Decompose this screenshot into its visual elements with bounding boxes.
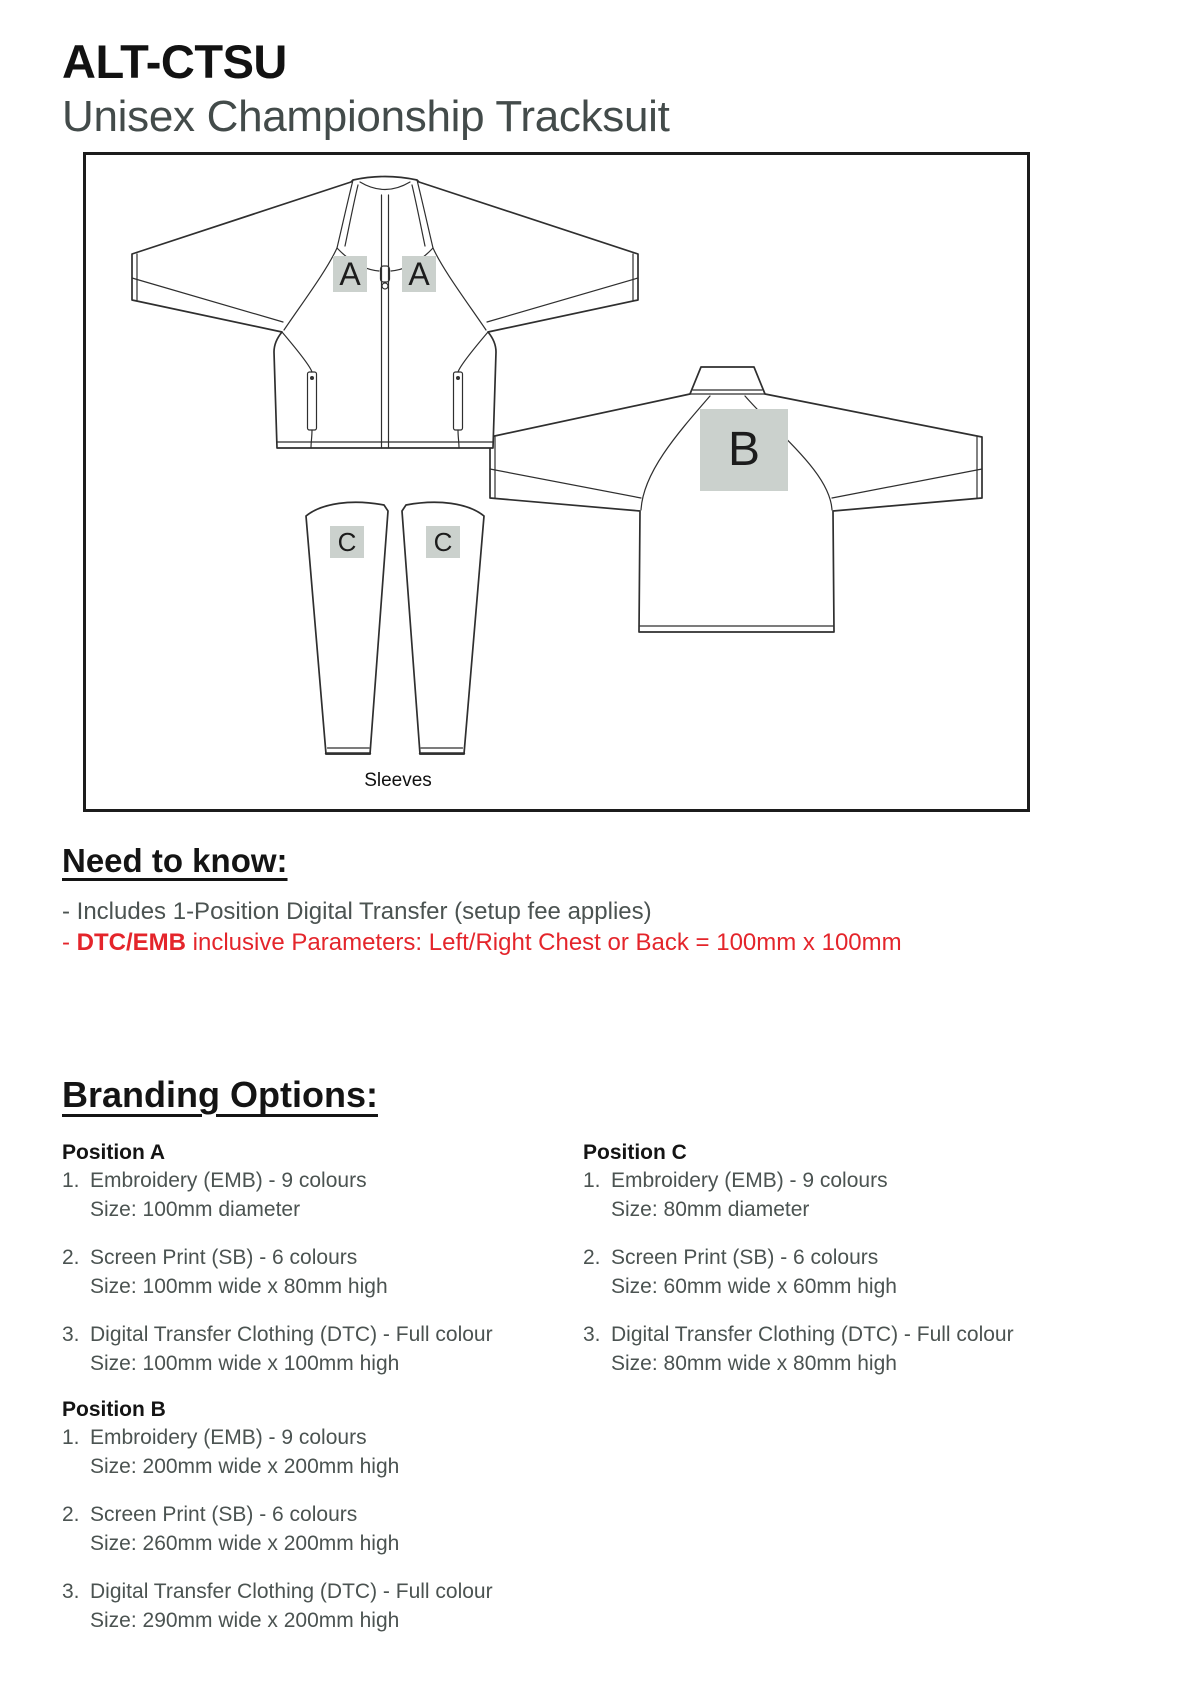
position-a-section bbox=[62, 1140, 562, 1378]
branding-item bbox=[62, 1423, 562, 1481]
item-size: Size: 60mm wide x 60mm high bbox=[611, 1275, 897, 1298]
branding-item bbox=[583, 1243, 1083, 1301]
position-b-marker: B bbox=[700, 409, 788, 491]
item-number: 1. bbox=[583, 1169, 601, 1192]
page-title: ALT-CTSU bbox=[62, 35, 287, 88]
dtc-emb-label: DTC/EMB bbox=[76, 929, 186, 956]
branding-item bbox=[62, 1577, 562, 1635]
need-to-know-bullet: - Includes 1-Position Digital Transfer (setup fee applies) bbox=[62, 898, 652, 925]
item-size: Size: 100mm diameter bbox=[90, 1198, 301, 1221]
branding-column-right bbox=[583, 1140, 1083, 1397]
position-b-heading: Position B bbox=[62, 1398, 166, 1421]
branding-options-heading: Branding Options: bbox=[62, 1074, 378, 1115]
item-number: 3. bbox=[62, 1580, 80, 1603]
item-size: Size: 200mm wide x 200mm high bbox=[90, 1455, 400, 1478]
item-size: Size: 260mm wide x 200mm high bbox=[90, 1532, 400, 1555]
branding-item bbox=[62, 1500, 562, 1558]
sleeves-drawing bbox=[300, 498, 490, 760]
item-size: Size: 100mm wide x 80mm high bbox=[90, 1275, 388, 1298]
position-c-marker: C bbox=[330, 526, 364, 558]
need-to-know-heading: Need to know: bbox=[62, 842, 288, 879]
item-label: Embroidery (EMB) - 9 colours bbox=[90, 1169, 367, 1192]
item-size: Size: 80mm wide x 80mm high bbox=[611, 1352, 897, 1375]
diagram-box bbox=[83, 152, 1030, 812]
item-size: Size: 100mm wide x 100mm high bbox=[90, 1352, 400, 1375]
position-c-marker: C bbox=[426, 526, 460, 558]
item-label: Digital Transfer Clothing (DTC) - Full colour bbox=[90, 1323, 493, 1346]
item-label: Screen Print (SB) - 6 colours bbox=[90, 1246, 358, 1269]
item-size: Size: 80mm diameter bbox=[611, 1198, 810, 1221]
item-label: Digital Transfer Clothing (DTC) - Full colour bbox=[90, 1580, 493, 1603]
bullet-text: inclusive Parameters: Left/Right Chest or Back = 100mm x 100mm bbox=[186, 929, 902, 956]
item-label: Embroidery (EMB) - 9 colours bbox=[611, 1169, 888, 1192]
item-label: Digital Transfer Clothing (DTC) - Full colour bbox=[611, 1323, 1014, 1346]
bullet-dash: - bbox=[62, 929, 77, 956]
item-label: Embroidery (EMB) - 9 colours bbox=[90, 1426, 367, 1449]
branding-item bbox=[583, 1166, 1083, 1224]
item-label: Screen Print (SB) - 6 colours bbox=[90, 1503, 358, 1526]
product-name-subtitle: Unisex Championship Tracksuit bbox=[62, 92, 670, 141]
item-number: 2. bbox=[62, 1503, 80, 1526]
item-label: Screen Print (SB) - 6 colours bbox=[611, 1246, 879, 1269]
sleeves-caption: Sleeves bbox=[364, 770, 432, 791]
position-c-section bbox=[583, 1140, 1083, 1378]
position-a-marker: A bbox=[402, 256, 436, 292]
branding-item bbox=[62, 1320, 562, 1378]
item-number: 1. bbox=[62, 1426, 80, 1449]
item-number: 3. bbox=[583, 1323, 601, 1346]
position-b-section bbox=[62, 1397, 562, 1635]
item-number: 2. bbox=[583, 1246, 601, 1269]
front-view-drawing bbox=[105, 170, 665, 460]
item-number: 2. bbox=[62, 1246, 80, 1269]
branding-column-left bbox=[62, 1140, 562, 1654]
item-number: 3. bbox=[62, 1323, 80, 1346]
branding-item bbox=[583, 1320, 1083, 1378]
position-c-heading: Position C bbox=[583, 1141, 687, 1164]
item-number: 1. bbox=[62, 1169, 80, 1192]
item-size: Size: 290mm wide x 200mm high bbox=[90, 1609, 400, 1632]
branding-item bbox=[62, 1243, 562, 1301]
position-a-marker: A bbox=[333, 256, 367, 292]
branding-item bbox=[62, 1166, 562, 1224]
position-a-heading: Position A bbox=[62, 1141, 166, 1164]
dtc-emb-bullet bbox=[62, 929, 902, 957]
